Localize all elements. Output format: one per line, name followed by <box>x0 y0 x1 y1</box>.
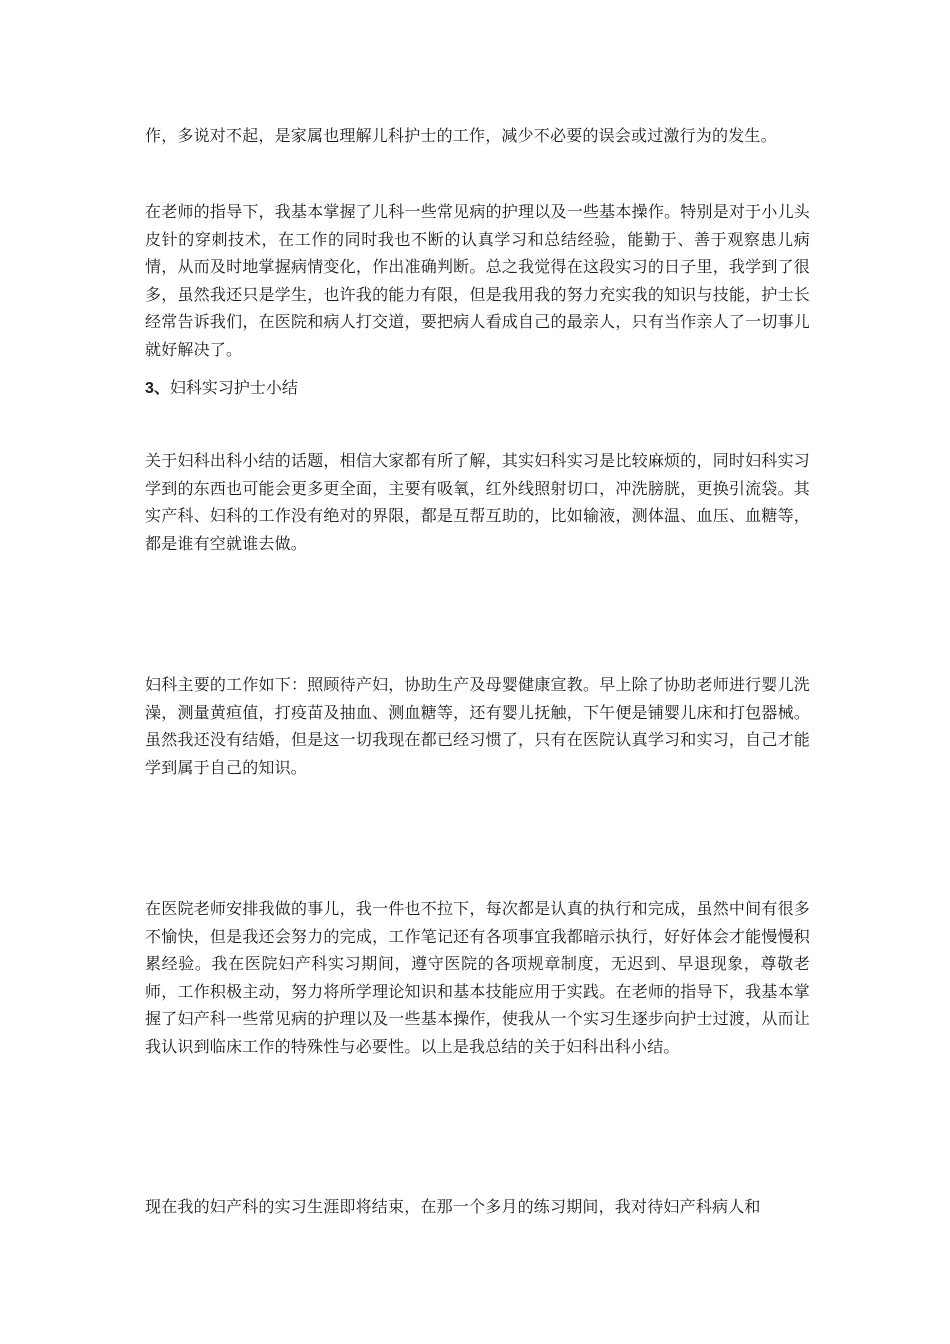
paragraph-closing: 现在我的妇产科的实习生涯即将结束，在那一个多月的练习期间，我对待妇产科病人和 <box>145 1197 761 1216</box>
paragraph-gynecology-intro: 关于妇科出科小结的话题，相信大家都有所了解，其实妇科实习是比较麻烦的，同时妇科实习学到的东西也可能会更多更全面，主要有吸氧，红外线照射切口，冲洗膀胱，更换引流袋。其实产科、妇科的工作没有绝对的界限，都是互帮互助的，比如输液，测体温、血压、血糖等，都是谁有空就谁去做。 <box>145 451 810 553</box>
section-title: 妇科实习护士小结 <box>169 378 298 397</box>
paragraph-pediatric-summary: 在老师的指导下，我基本掌握了儿科一些常见病的护理以及一些基本操作。特别是对于小儿头皮针的穿刺技术，在工作的同时我也不断的认真学习和总结经验，能勤于、善于观察患儿病情，从而及时地掌握病情变化，作出准确判断。总之我觉得在这段实习的日子里，我学到了很多，虽然我还只是学生，也许我的能力有限，但是我用我的努力充实我的知识与技能，护士长经常告诉我们，在医院和病人打交道，要把病人看成自己的最亲人，只有当作亲人了一切事儿就好解决了。 <box>145 202 810 359</box>
section-number: 3、 <box>145 380 170 397</box>
paragraph-gynecology-duties: 妇科主要的工作如下：照顾待产妇，协助生产及母婴健康宣教。早上除了协助老师进行婴儿洗澡，测量黄疸值，打疫苗及抽血、测血糖等，还有婴儿抚触，下午便是铺婴儿床和打包器械。虽然我还没有结婚，但是这一切我现在都已经习惯了，只有在医院认真学习和实习，自己才能学到属于自己的知识。 <box>145 675 810 777</box>
paragraph-pediatric-end: 作，多说对不起，是家属也理解儿科护士的工作，减少不必要的误会或过激行为的发生。 <box>145 126 777 145</box>
paragraph-hospital-practice: 在医院老师安排我做的事儿，我一件也不拉下，每次都是认真的执行和完成，虽然中间有很多不愉快，但是我还会努力的完成，工作笔记还有各项事宜我都暗示执行，好好体会才能慢慢积累经验。我在医院妇产科实习期间，遵守医院的各项规章制度，无迟到、早退现象，尊敬老师，工作积极主动，努力将所学理论知识和基本技能应用于实践。在老师的指导下，我基本掌握了妇产科一些常见病的护理以及一些基本操作，使我从一个实习生逐步向护士过渡，从而让我认识到临床工作的特殊性与必要性。以上是我总结的关于妇科出科小结。 <box>145 899 810 1056</box>
section-heading <box>145 374 298 403</box>
